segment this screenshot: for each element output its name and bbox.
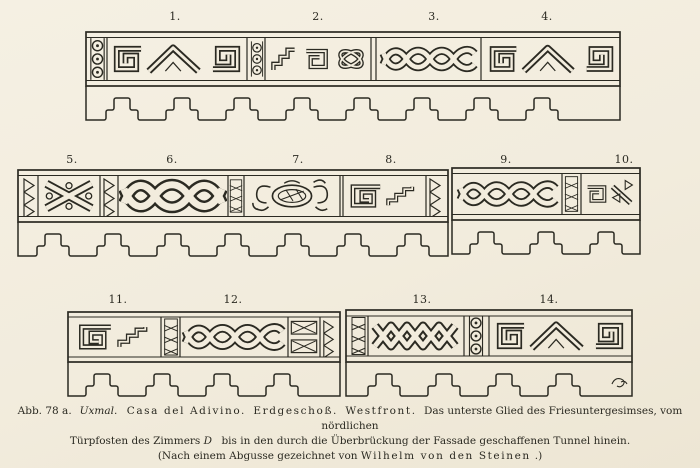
frieze-band-1 bbox=[86, 32, 620, 86]
artist-monogram-icon bbox=[612, 379, 627, 387]
panel-number-12: 12. bbox=[223, 293, 243, 306]
caption-line-1 bbox=[0, 404, 700, 434]
caption-text-1: Das unterste Glied des Friesuntergesimses, vom nördlichen bbox=[321, 405, 683, 432]
panel-number-6: 6. bbox=[166, 153, 178, 166]
plait-motif-6 bbox=[124, 185, 222, 208]
frieze-band-2-left bbox=[18, 170, 448, 222]
panel-number-11: 11. bbox=[108, 293, 128, 306]
hatched-strip-motif bbox=[164, 319, 178, 355]
panel-number-2: 2. bbox=[312, 10, 324, 23]
caption-floor: Erdgeschoß. bbox=[253, 405, 338, 417]
angular-interlace-motif-13 bbox=[375, 326, 455, 346]
braid-motif-3 bbox=[384, 50, 475, 68]
step-fret-zigzag-motif-4 bbox=[493, 48, 611, 71]
braid-motif-9 bbox=[461, 185, 556, 204]
panel-number-13: 13. bbox=[412, 293, 432, 306]
caption-front: Westfront. bbox=[345, 405, 417, 417]
step-fret-zigzag-motif-1 bbox=[117, 48, 237, 71]
caption-line-3 bbox=[0, 449, 700, 464]
caption-site: Uxmal. bbox=[79, 405, 118, 417]
hatched-strip-motif bbox=[352, 318, 366, 355]
spiral-staircase-motif-8 bbox=[353, 187, 412, 205]
disc-column-motif bbox=[251, 41, 262, 76]
disc-column-motif bbox=[469, 316, 482, 357]
caption-text-2b: bis in den durch die Überbrückung der Fassade geschaffenen Tunnel hinein. bbox=[221, 435, 631, 447]
panel-number-8: 8. bbox=[385, 153, 397, 166]
triangle-strip-motif bbox=[104, 179, 114, 218]
caption-credit-open: (Nach einem Abgusse gezeichnet von bbox=[157, 450, 358, 462]
frieze-band-3-left bbox=[68, 312, 340, 362]
caption-text-2a: Türpfosten des Zimmers bbox=[69, 435, 201, 447]
panel-number-7: 7. bbox=[292, 153, 304, 166]
crossed-bands-motif-5 bbox=[46, 183, 91, 210]
panel-number-10: 10. bbox=[614, 153, 634, 166]
panel-number-3: 3. bbox=[428, 10, 440, 23]
caption-credit-close: .) bbox=[534, 450, 543, 462]
dentil-row-3-left bbox=[68, 362, 340, 396]
caption-room: D bbox=[203, 435, 213, 447]
figure-label: Abb. 78 a. bbox=[17, 405, 72, 417]
panel-number-14: 14. bbox=[539, 293, 559, 306]
hatched-bars-motif bbox=[291, 321, 316, 352]
triangle-strip-motif bbox=[24, 179, 34, 218]
caption-monument: Casa del Adivino. bbox=[126, 405, 246, 417]
dentil-row-3-right bbox=[346, 362, 632, 396]
panel-number-1: 1. bbox=[169, 10, 181, 23]
frieze-band-2-right bbox=[452, 168, 640, 220]
dentil-row-1 bbox=[86, 86, 620, 120]
figure-caption bbox=[0, 404, 700, 464]
caption-artist: Wilhelm von den Steinen bbox=[360, 450, 531, 462]
square-spiral-motif bbox=[588, 187, 605, 201]
panel-number-5: 5. bbox=[66, 153, 78, 166]
hatched-strip-motif bbox=[230, 180, 242, 212]
panel-number-4: 4. bbox=[541, 10, 553, 23]
dentil-row-2-right bbox=[452, 220, 640, 254]
diagonal-triangles-motif-10 bbox=[613, 181, 633, 204]
dentil-row-2-left bbox=[18, 222, 448, 256]
mask-scroll-glyph-motif-7 bbox=[253, 180, 327, 210]
braid-motif-12 bbox=[186, 327, 282, 346]
disc-column-motif bbox=[91, 38, 104, 80]
knot-motif bbox=[338, 48, 364, 70]
step-fret-zigzag-motif-14 bbox=[500, 325, 620, 348]
hatched-strip-motif bbox=[565, 177, 578, 212]
square-spiral-motif bbox=[306, 51, 325, 67]
triangle-strip-motif bbox=[430, 179, 440, 218]
panel-number-9: 9. bbox=[500, 153, 512, 166]
triangle-strip-motif bbox=[324, 321, 333, 358]
staircase-motif bbox=[273, 50, 294, 70]
spiral-staircase-motif-11 bbox=[82, 327, 146, 347]
caption-line-2 bbox=[0, 434, 700, 449]
frieze-band-3-right bbox=[346, 310, 632, 362]
